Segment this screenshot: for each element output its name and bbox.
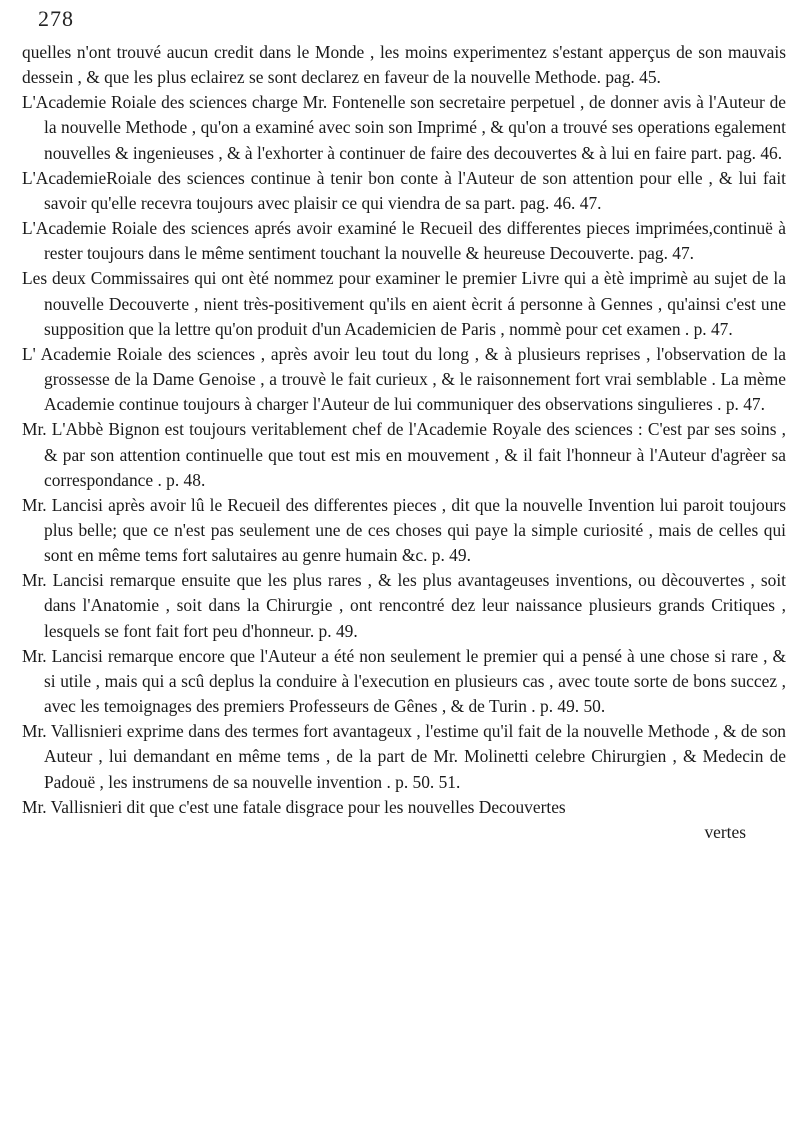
index-entry: Mr. Vallisnieri exprime dans des termes fort avantageux , l'estime qu'il fait de la nouvelle Methode , & de son Auteur , lui demandant en même tems , de la part de Mr. Molinetti celebre Chirurgien , & Medecin de Padouë , les instrumens de sa nouvelle invention . p. 50. 51.: [22, 721, 786, 792]
index-entry: L'AcademieRoiale des sciences continue à tenir bon conte à l'Auteur de son attention pour elle , & lui fait savoir qu'elle recevra toujours avec plaisir ce qui viendra de sa part. pag. 46. 47.: [22, 167, 786, 213]
index-entry: Mr. Vallisnieri dit que c'est une fatale disgrace pour les nouvelles Decouvertes: [22, 796, 566, 817]
index-entry: Mr. Lancisi remarque encore que l'Auteur a été non seulement le premier qui a pensé à une chose si rare , & si utile , mais qui a scû deplus la conduire à l'execution en plusieurs cas , avec toute sorte de bons succez , avec les temoignages des premiers Professeurs de Gênes , & de Turin . p. 49. 50.: [22, 645, 786, 717]
catchword: vertes: [704, 821, 746, 842]
index-entry: Les deux Commissaires qui ont èté nommez pour examiner le premier Livre qui a ètè imprimè au sujet de la nouvelle Decouverte , nient très-positivement qu'ils en aient ècrit á personne à Gennes , qu'ainsi c'est une supposition que la lettre qu'on produit d'un Academicien de Paris , nommè pour cet examen . p. 47.: [22, 268, 786, 339]
index-entry: Mr. Lancisi après avoir lû le Recueil des differentes pieces , dit que la nouvelle Invention lui paroit toujours plus belle; que ce n'est pas seulement une de ces choses qui paye la simple curiosité , mais de celles qui sont en même tems fort salutaires au genre humain &c. p. 49.: [22, 494, 786, 566]
page-number: 278: [38, 6, 74, 31]
index-entry: Mr. Lancisi remarque ensuite que les plus rares , & les plus avantageuses inventions, ou dècouvertes , soit dans l'Anatomie , soit dans la Chirurgie , ont rencontré dez leur naissance plusieurs grands Critiques , lesquels se font fait fort peu d'honneur. p. 49.: [22, 570, 786, 641]
index-entry: L'Academie Roiale des sciences charge Mr. Fontenelle son secretaire perpetuel , de donner avis à l'Auteur de la nouvelle Methode , qu'on a examiné avec soin son Imprimé , & qu'on a trouvé ses operations egalement nouvelles & ingenieuses , & à l'exhorter à continuer de faire des decouvertes & à lui en faire part. pag. 46.: [22, 92, 786, 163]
index-text: [22, 40, 786, 845]
index-entry: L' Academie Roiale des sciences , après avoir leu tout du long , & à plusieurs reprises , l'observation de la grossesse de la Dame Genoise , a trouvè le fait curieux , & le raisonnement fort vrai semblable . La mème Academie continue toujours à charger l'Auteur de lui communiquer des observations singulieres . p. 47.: [22, 343, 786, 415]
index-entry: Mr. L'Abbè Bignon est toujours veritablement chef de l'Academie Royale des sciences : C'est par ses soins , & par son attention continuelle que tout est mis en mouvement , & il fait l'honneur à l'Auteur d'agrèer sa correspondance . p. 48.: [22, 419, 786, 490]
index-entry: L'Academie Roiale des sciences aprés avoir examiné le Recueil des differentes pieces imprimées,continuë à rester toujours dans le même sentiment touchant la nouvelle & heureuse Decouverte. pag. 47.: [22, 218, 786, 264]
index-entry: quelles n'ont trouvé aucun credit dans le Monde , les moins experimentez s'estant apperçus de son mauvais dessein , & que les plus eclairez se sont declarez en faveur de la nouvelle Methode. pag. 45.: [22, 42, 786, 88]
